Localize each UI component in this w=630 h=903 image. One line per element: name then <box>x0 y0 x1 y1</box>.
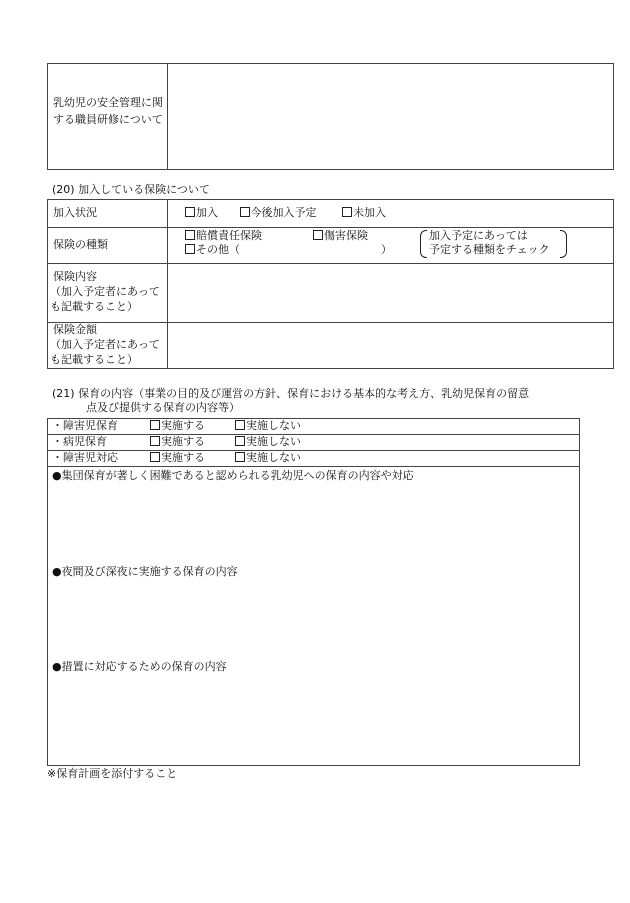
checkbox-icon[interactable] <box>150 452 160 462</box>
type-label: 保険の種類 <box>53 238 108 251</box>
content-sub: （加入予定者にあっても記載すること） <box>50 285 160 313</box>
group-care-field[interactable] <box>52 486 576 562</box>
type-other-close: ） <box>381 243 392 256</box>
care-row-no[interactable]: 実施しない <box>235 451 301 465</box>
care-row-yes[interactable]: 実施する <box>150 451 235 465</box>
type-option-other[interactable]: その他（ <box>185 243 240 257</box>
care-row-label: ・障害児保育 <box>52 419 118 432</box>
checkbox-icon[interactable] <box>342 207 352 217</box>
section20-title: (20) 加入している保険について <box>52 183 210 196</box>
heading-night-care: ●夜間及び深夜に実施する保育の内容 <box>52 565 238 578</box>
checkbox-icon[interactable] <box>313 230 323 240</box>
checkbox-icon[interactable] <box>235 436 245 446</box>
section21-title-line2: 点及び提供する保育の内容等） <box>86 401 240 414</box>
checkbox-icon[interactable] <box>150 436 160 446</box>
note-bracket-right <box>560 230 567 258</box>
care-row-yes[interactable]: 実施する <box>150 419 235 433</box>
type-note-line1: 加入予定にあっては <box>429 229 528 242</box>
checkbox-icon[interactable] <box>150 420 160 430</box>
status-options <box>185 206 386 220</box>
training-value-cell[interactable] <box>168 64 613 169</box>
type-option-liability[interactable]: 賠償責任保険 <box>185 229 262 243</box>
care-row <box>52 451 301 465</box>
row-line <box>47 227 614 228</box>
status-option-joined[interactable]: 加入 <box>185 206 218 220</box>
content-value-cell[interactable] <box>168 264 613 321</box>
care-row-label: ・病児保育 <box>52 435 107 448</box>
measure-care-field[interactable] <box>52 677 576 763</box>
care-row-no[interactable]: 実施しない <box>235 435 301 449</box>
night-care-field[interactable] <box>52 582 576 656</box>
status-label: 加入状況 <box>53 206 97 219</box>
content-label: 保険内容 <box>53 270 97 283</box>
checkbox-icon[interactable] <box>185 230 195 240</box>
checkbox-icon[interactable] <box>235 452 245 462</box>
section21-title-line1: (21) 保育の内容（事業の目的及び運営の方針、保育における基本的な考え方、乳幼児保育の留意 <box>52 387 530 400</box>
amount-value-cell[interactable] <box>168 323 613 368</box>
status-option-planned[interactable]: 今後加入予定 <box>240 206 317 220</box>
footer-note: ※保育計画を添付すること <box>47 767 178 780</box>
checkbox-icon[interactable] <box>185 244 195 254</box>
care-row-no[interactable]: 実施しない <box>235 419 301 433</box>
note-bracket-left <box>420 230 427 258</box>
care-row <box>52 435 301 449</box>
amount-sub: （加入予定者にあっても記載すること） <box>50 338 160 366</box>
checkbox-icon[interactable] <box>235 420 245 430</box>
type-option-injury[interactable]: 傷害保険 <box>313 229 368 243</box>
amount-label: 保険金額 <box>53 323 97 336</box>
care-row <box>52 419 301 433</box>
care-row-yes[interactable]: 実施する <box>150 435 235 449</box>
training-label: 乳幼児の安全管理に関する職員研修について <box>53 96 163 126</box>
checkbox-icon[interactable] <box>240 207 250 217</box>
status-option-none[interactable]: 未加入 <box>342 206 386 220</box>
heading-measure-care: ●措置に対応するための保育の内容 <box>52 660 227 673</box>
checkbox-icon[interactable] <box>185 207 195 217</box>
care-row-label: ・障害児対応 <box>52 451 118 464</box>
type-note-line2: 予定する種類をチェック <box>429 243 550 256</box>
heading-group-care: ●集団保育が著しく困難であると認められる乳幼児への保育の内容や対応 <box>52 469 414 482</box>
row-line <box>47 466 580 467</box>
